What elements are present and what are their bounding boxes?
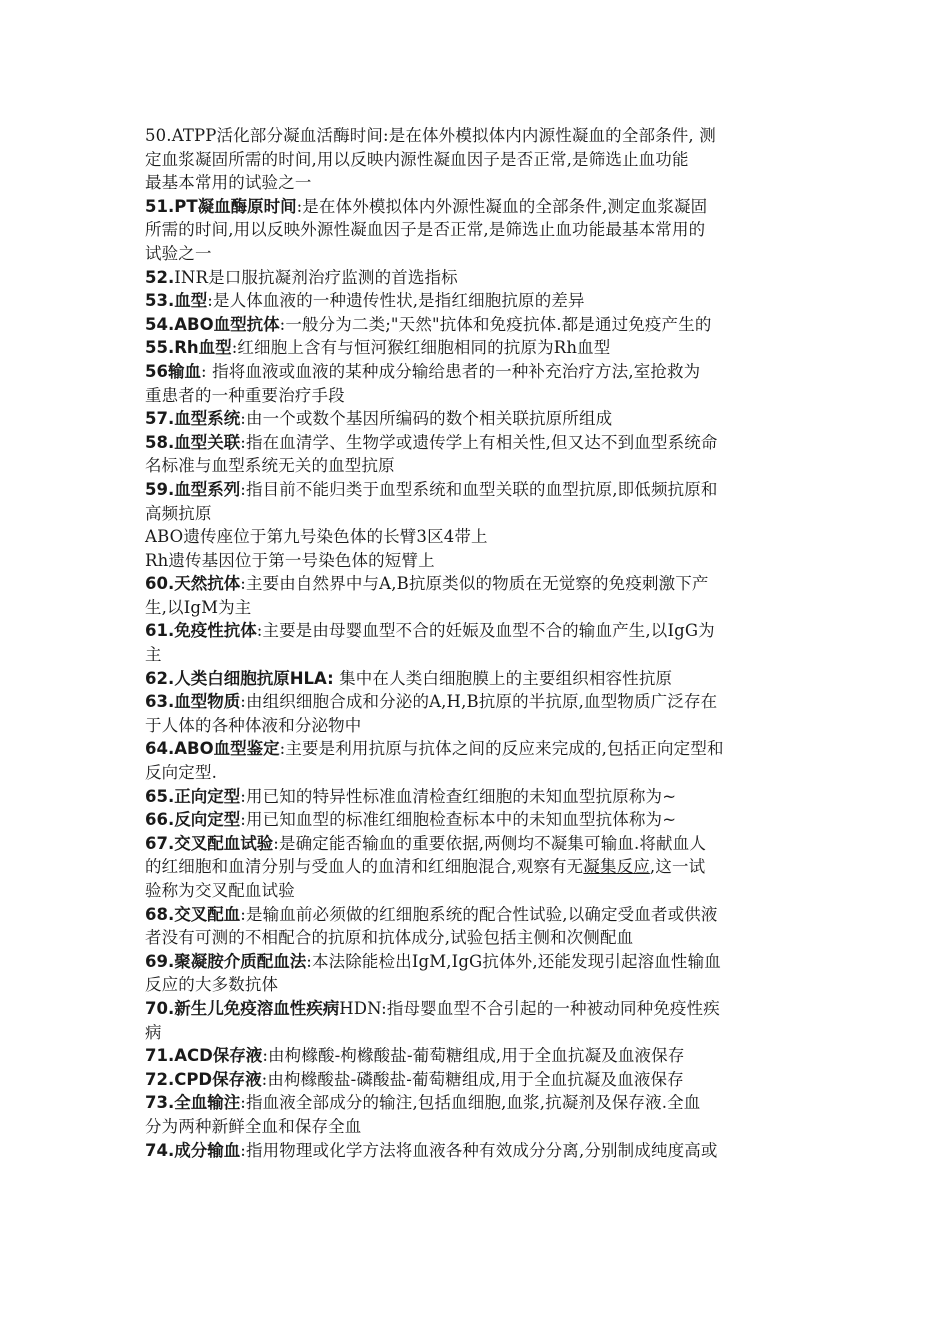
definition-text: 重患者的一种重要治疗手段 [145,385,345,405]
definition-text: 于人体的各种体液和分泌物中 [145,715,362,735]
term-label: 64.ABO血型鉴定 [145,739,280,759]
definition-text: :由组织细胞合成和分泌的A,H,B抗原的半抗原,血型物质广泛存在 [240,692,718,712]
term-label: 61.免疫性抗体 [145,621,257,641]
text-line [145,478,810,502]
term-label: 55.Rh血型 [145,338,232,358]
term-label: 69.聚凝胺介质配血法 [145,951,307,971]
text-line [145,879,810,903]
text-line [145,926,810,950]
text-line [145,407,810,431]
text-line [145,1044,810,1068]
text-line [145,737,810,761]
text-line [145,619,810,643]
text-line [145,643,810,667]
text-line [145,313,810,337]
text-line [145,1091,810,1115]
text-line [145,596,810,620]
definition-text: :用已知血型的标准红细胞检查标本中的未知血型抗体称为~ [240,810,677,830]
text-line [145,549,810,573]
definition-text: :由一个或数个基因所编码的数个相关联抗原所组成 [240,409,613,429]
definition-text: :主要由自然界中与A,B抗原类似的物质在无觉察的免疫刺激下产 [240,574,709,594]
definition-text: :是在体外模拟体内外源性凝血的全部条件,测定血浆凝固 [296,196,708,216]
text-line [145,572,810,596]
text-line [145,808,810,832]
term-label: 71.ACD保存液 [145,1046,263,1066]
text-line [145,360,810,384]
text-line [145,785,810,809]
text-line [145,950,810,974]
text-line [145,525,810,549]
term-label: 54.ABO血型抗体 [145,314,280,334]
definition-text: :主要是由母婴血型不合的妊娠及血型不合的输血产生,以IgG为 [256,621,715,641]
term-label: 70.新生儿免疫溶血性疾病 [145,998,340,1018]
definition-text: :是输血前必须做的红细胞系统的配合性试验,以确定受血者或供液 [240,904,718,924]
definition-text: Rh遗传基因位于第一号染色体的短臂上 [145,550,435,570]
term-label: 59.血型系列 [145,479,241,499]
definition-text: :指用物理或化学方法将血液各种有效成分分离,分别制成纯度高或 [240,1140,718,1160]
definition-text: 最基本常用的试验之一 [145,173,312,193]
term-label: 73.全血输注 [145,1093,241,1113]
definition-text: :指在血清学、生物学或遗传学上有相关性,但又达不到血型系统命 [240,432,718,452]
definition-text: ABO遗传座位于第九号染色体的长臂3区4带上 [145,527,488,547]
term-label: 74.成分输血 [145,1140,241,1160]
text-line [145,973,810,997]
text-line [145,502,810,526]
text-line [145,997,810,1021]
definition-text: 集中在人类白细胞膜上的主要组织相容性抗原 [333,668,673,688]
term-label: 58.血型关联 [145,432,241,452]
definition-text: 的红细胞和血清分别与受血人的血清和红细胞混合,观察有无 [145,857,584,877]
term-label: 60.天然抗体 [145,574,241,594]
term-label: 63.血型物质 [145,692,241,712]
text-line [145,832,810,856]
definition-text: :指目前不能归类于血型系统和血型关联的血型抗原,即低频抗原和 [240,479,718,499]
definition-text: 者没有可测的不相配合的抗原和抗体成分,试验包括主侧和次侧配血 [145,928,634,948]
definition-text: :本法除能检出IgM,IgG抗体外,还能发现引起溶血性输血 [306,951,721,971]
definition-text: INR是口服抗凝剂治疗监测的首选指标 [174,267,458,287]
definition-text: 50.ATPP活化部分凝血活酶时间:是在体外模拟体内内源性凝血的全部条件, 测 [145,126,716,145]
underlined-text: 凝集反应 [583,857,650,877]
text-line [145,218,810,242]
term-label: 65.正向定型 [145,786,241,806]
text-line [145,266,810,290]
definition-text: : 指将血液或血液的某种成分输给患者的一种补充治疗方法,室抢救为 [200,361,701,381]
definition-text: 反应的大多数抗体 [145,975,279,995]
definition-text: 名标准与血型系统无关的血型抗原 [145,456,395,476]
text-line [145,761,810,785]
term-label: 67.交叉配血试验 [145,833,274,853]
definition-text: 分为两种新鲜全血和保存全血 [145,1116,362,1136]
text-line [145,667,810,691]
definition-text: 所需的时间,用以反映外源性凝血因子是否正常,是筛选止血功能最基本常用的 [145,220,706,240]
term-label: 56输血 [145,361,201,381]
definition-text: :红细胞上含有与恒河猴红细胞相同的抗原为Rh血型 [231,338,611,358]
term-label: 62.人类白细胞抗原HLA: [145,668,334,688]
term-label: 51.PT凝血酶原时间 [145,196,297,216]
text-line [145,1068,810,1092]
document-body [145,124,810,1162]
definition-text: :用已知的特异性标准血清检查红细胞的未知血型抗原称为~ [240,786,677,806]
text-line [145,384,810,408]
text-line [145,1115,810,1139]
definition-text: :是确定能否输血的重要依据,两侧均不凝集可输血.将献血人 [273,833,706,853]
definition-text-tail: ,这一试 [649,857,706,877]
definition-text: 高频抗原 [145,503,212,523]
definition-text: :是人体血液的一种遗传性状,是指红细胞抗原的差异 [207,291,585,311]
definition-text: :主要是利用抗原与抗体之间的反应来完成的,包括正向定型和 [279,739,724,759]
text-line [145,431,810,455]
text-line [145,454,810,478]
text-line [145,690,810,714]
text-line [145,242,810,266]
definition-text: 定血浆凝固所需的时间,用以反映内源性凝血因子是否正常,是筛选止血功能 [145,149,689,169]
definition-text: 试验之一 [145,243,212,263]
text-line [145,336,810,360]
term-label: 52. [145,267,175,287]
definition-text: 验称为交叉配血试验 [145,881,295,900]
text-line [145,903,810,927]
definition-text: :由枸橼酸-枸橼酸盐-葡萄糖组成,用于全血抗凝及血液保存 [262,1046,685,1066]
term-label: 57.血型系统 [145,409,241,429]
text-line [145,855,810,879]
text-line [145,1021,810,1045]
term-label: 66.反向定型 [145,810,241,830]
text-line [145,714,810,738]
text-line [145,124,810,148]
definition-text: 生,以IgM为主 [145,597,252,617]
text-line [145,195,810,219]
definition-text: :指血液全部成分的输注,包括血细胞,血浆,抗凝剂及保存液.全血 [240,1093,701,1113]
text-line [145,1139,810,1163]
definition-text: HDN:指母婴血型不合引起的一种被动同种免疫性疾 [339,998,720,1018]
definition-text: 病 [145,1022,162,1042]
text-line [145,171,810,195]
term-label: 53.血型 [145,291,208,311]
definition-text: 主 [145,645,162,665]
definition-text: :一般分为二类;"天然"抗体和免疫抗体.都是通过免疫产生的 [279,314,712,334]
text-line [145,148,810,172]
text-line [145,289,810,313]
term-label: 68.交叉配血 [145,904,241,924]
definition-text: 反向定型. [145,763,217,783]
term-label: 72.CPD保存液 [145,1069,262,1089]
definition-text: :由枸橼酸盐-磷酸盐-葡萄糖组成,用于全血抗凝及血液保存 [261,1069,684,1089]
